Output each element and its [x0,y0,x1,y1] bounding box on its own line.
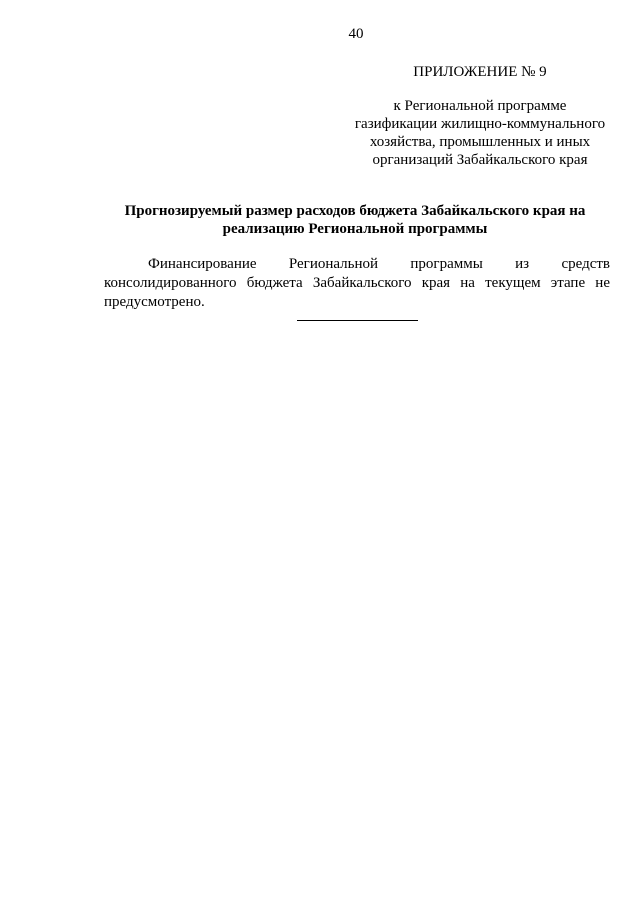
end-separator-line [297,320,418,321]
appendix-title: ПРИЛОЖЕНИЕ № 9 [413,64,547,80]
appendix-caption-line: газификации жилищно-коммунального [354,116,606,132]
body-paragraph: Финансирование Региональной программы из средств консолидированного бюджета Забайкальского края на текущем этапе не предусмотрено. [104,256,610,310]
appendix-caption-line: хозяйства, промышленных и иных [369,134,591,150]
appendix-caption-line: организаций Забайкальского края [372,152,588,168]
appendix-caption [340,97,620,169]
document-heading [100,202,610,238]
page-number: 40 [348,26,364,42]
document-heading-line: Прогнозируемый размер расходов бюджета Забайкальского края на [124,203,586,219]
document-heading-line: реализацию Региональной программы [222,221,488,237]
appendix-caption-line: к Региональной программе [393,98,567,114]
